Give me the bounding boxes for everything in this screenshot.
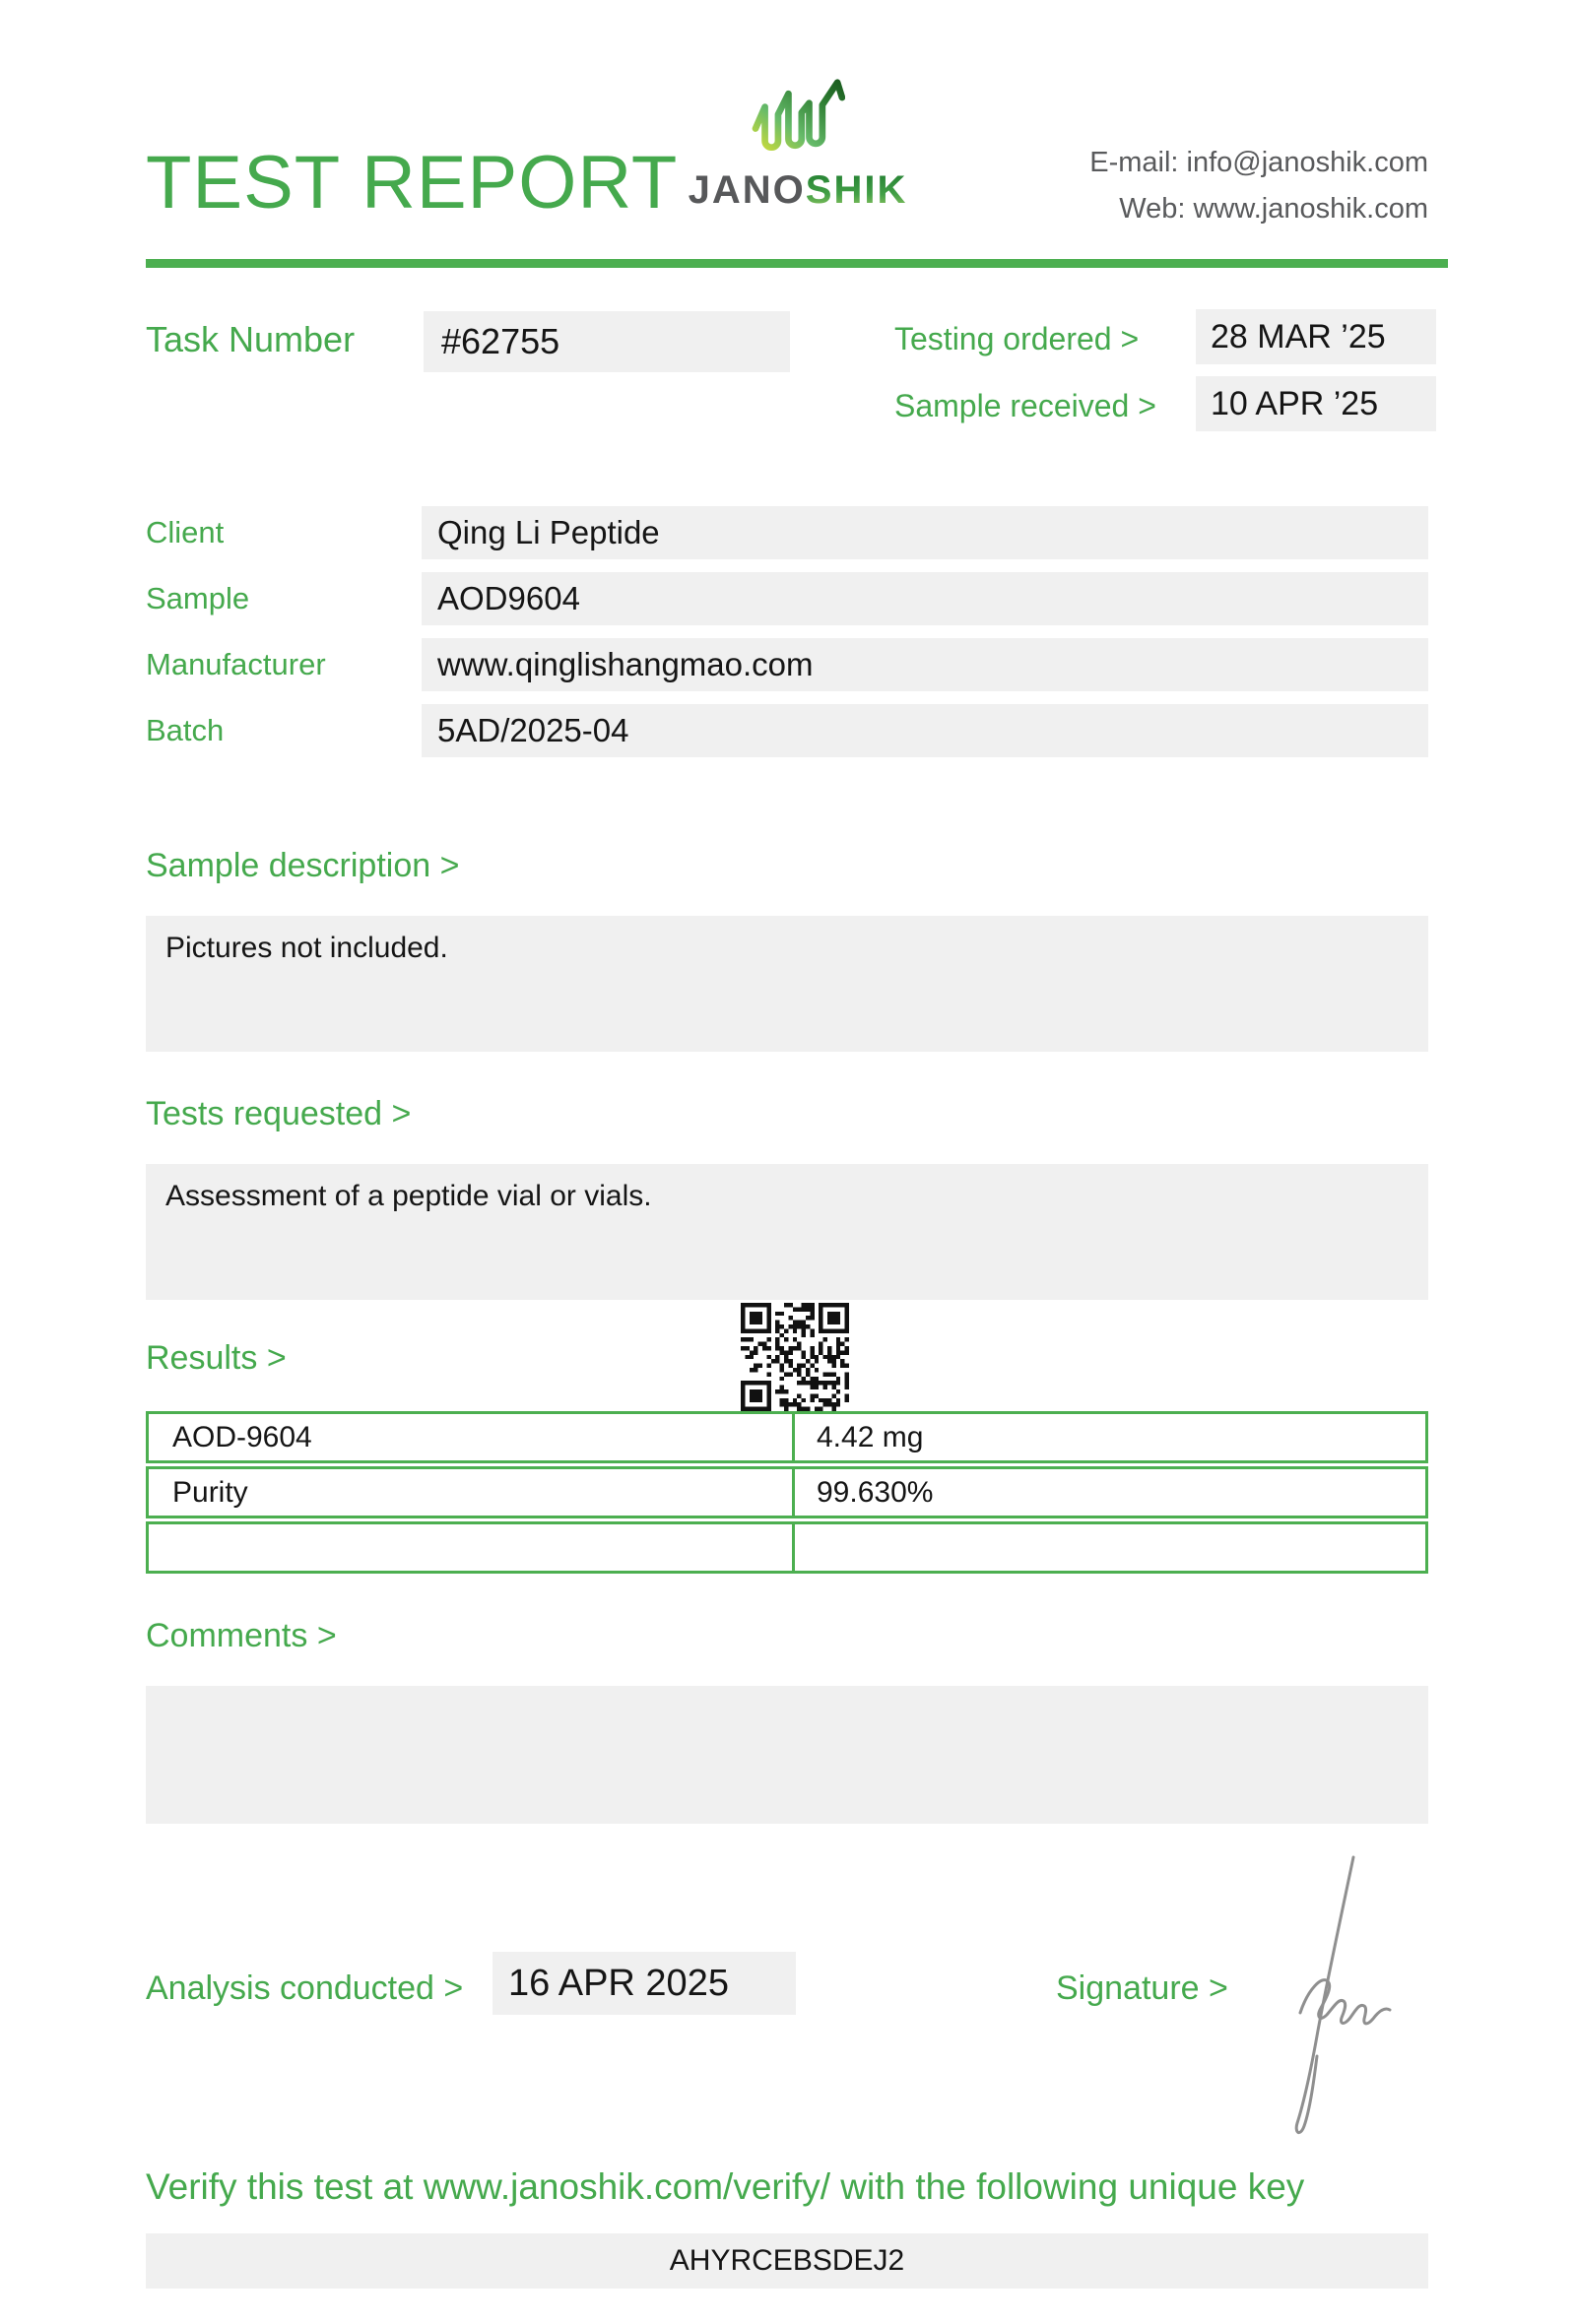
comments-heading: Comments > [146, 1617, 337, 1654]
testing-ordered-label: Testing ordered > [894, 321, 1140, 356]
task-number-label: Task Number [146, 319, 356, 359]
verify-key-box [146, 2233, 1428, 2289]
table-row [146, 1411, 1428, 1463]
result-value-cell: 4.42 mg [817, 1420, 924, 1453]
qr-code [741, 1303, 849, 1416]
client-value: Qing Li Peptide [422, 506, 1428, 559]
batch-label: Batch [146, 713, 225, 747]
client-label: Client [146, 515, 225, 549]
janoshik-logo [680, 77, 916, 213]
table-row [146, 1466, 1428, 1518]
sample-description-text: Pictures not included. [165, 932, 448, 964]
result-name-cell: Purity [149, 1469, 795, 1516]
comments-box [146, 1686, 1428, 1824]
tests-requested-text: Assessment of a peptide vial or vials. [165, 1180, 652, 1212]
result-name-cell: AOD-9604 [149, 1414, 795, 1460]
testing-ordered-value: 28 MAR ’25 [1196, 309, 1436, 364]
signature-scribble [1271, 1847, 1399, 2143]
svg-text:JANOSHIK [689, 168, 908, 212]
sample-label: Sample [146, 581, 250, 615]
page-title: TEST REPORT [146, 141, 679, 225]
email-value: info@janoshik.com [1186, 147, 1428, 178]
janoshik-wordmark [680, 165, 916, 213]
web-value: www.janoshik.com [1193, 193, 1428, 225]
result-name-cell [149, 1524, 795, 1571]
wordmark-jano: JANO [688, 168, 806, 212]
email-label: E-mail: [1089, 147, 1179, 178]
result-value-cell: 99.630% [817, 1475, 934, 1509]
verify-key: AHYRCEBSDEJ2 [669, 2244, 905, 2277]
sample-description-box [146, 916, 1428, 1052]
analysis-conducted-label: Analysis conducted > [146, 1969, 464, 2007]
wordmark-shik: SHIK [805, 168, 908, 212]
header-divider [146, 259, 1448, 268]
contact-web-line [1089, 186, 1428, 232]
task-number-value: #62755 [424, 311, 790, 372]
janoshik-chart-icon [751, 77, 845, 161]
results-table [146, 1411, 1428, 1577]
tests-requested-heading: Tests requested > [146, 1095, 412, 1132]
batch-value: 5AD/2025-04 [422, 704, 1428, 757]
web-label: Web: [1119, 193, 1186, 225]
manufacturer-value: www.qinglishangmao.com [422, 638, 1428, 691]
info-row-manufacturer [0, 638, 1576, 691]
info-row-batch [0, 704, 1576, 757]
signature-label: Signature > [1056, 1969, 1228, 2007]
analysis-conducted-value: 16 APR 2025 [492, 1952, 796, 2015]
results-heading: Results > [146, 1339, 287, 1377]
info-row-sample [0, 572, 1576, 625]
table-row [146, 1521, 1428, 1574]
manufacturer-label: Manufacturer [146, 647, 326, 681]
info-row-client [0, 506, 1576, 559]
sample-value: AOD9604 [422, 572, 1428, 625]
sample-received-label: Sample received > [894, 388, 1156, 423]
contact-block [1089, 140, 1428, 232]
sample-description-heading: Sample description > [146, 847, 460, 884]
sample-received-value: 10 APR ’25 [1196, 376, 1436, 431]
tests-requested-box [146, 1164, 1428, 1300]
contact-email-line [1089, 140, 1428, 186]
result-value-cell [795, 1524, 1425, 1571]
verify-instruction: Verify this test at www.janoshik.com/verify/ with the following unique key [146, 2166, 1305, 2207]
